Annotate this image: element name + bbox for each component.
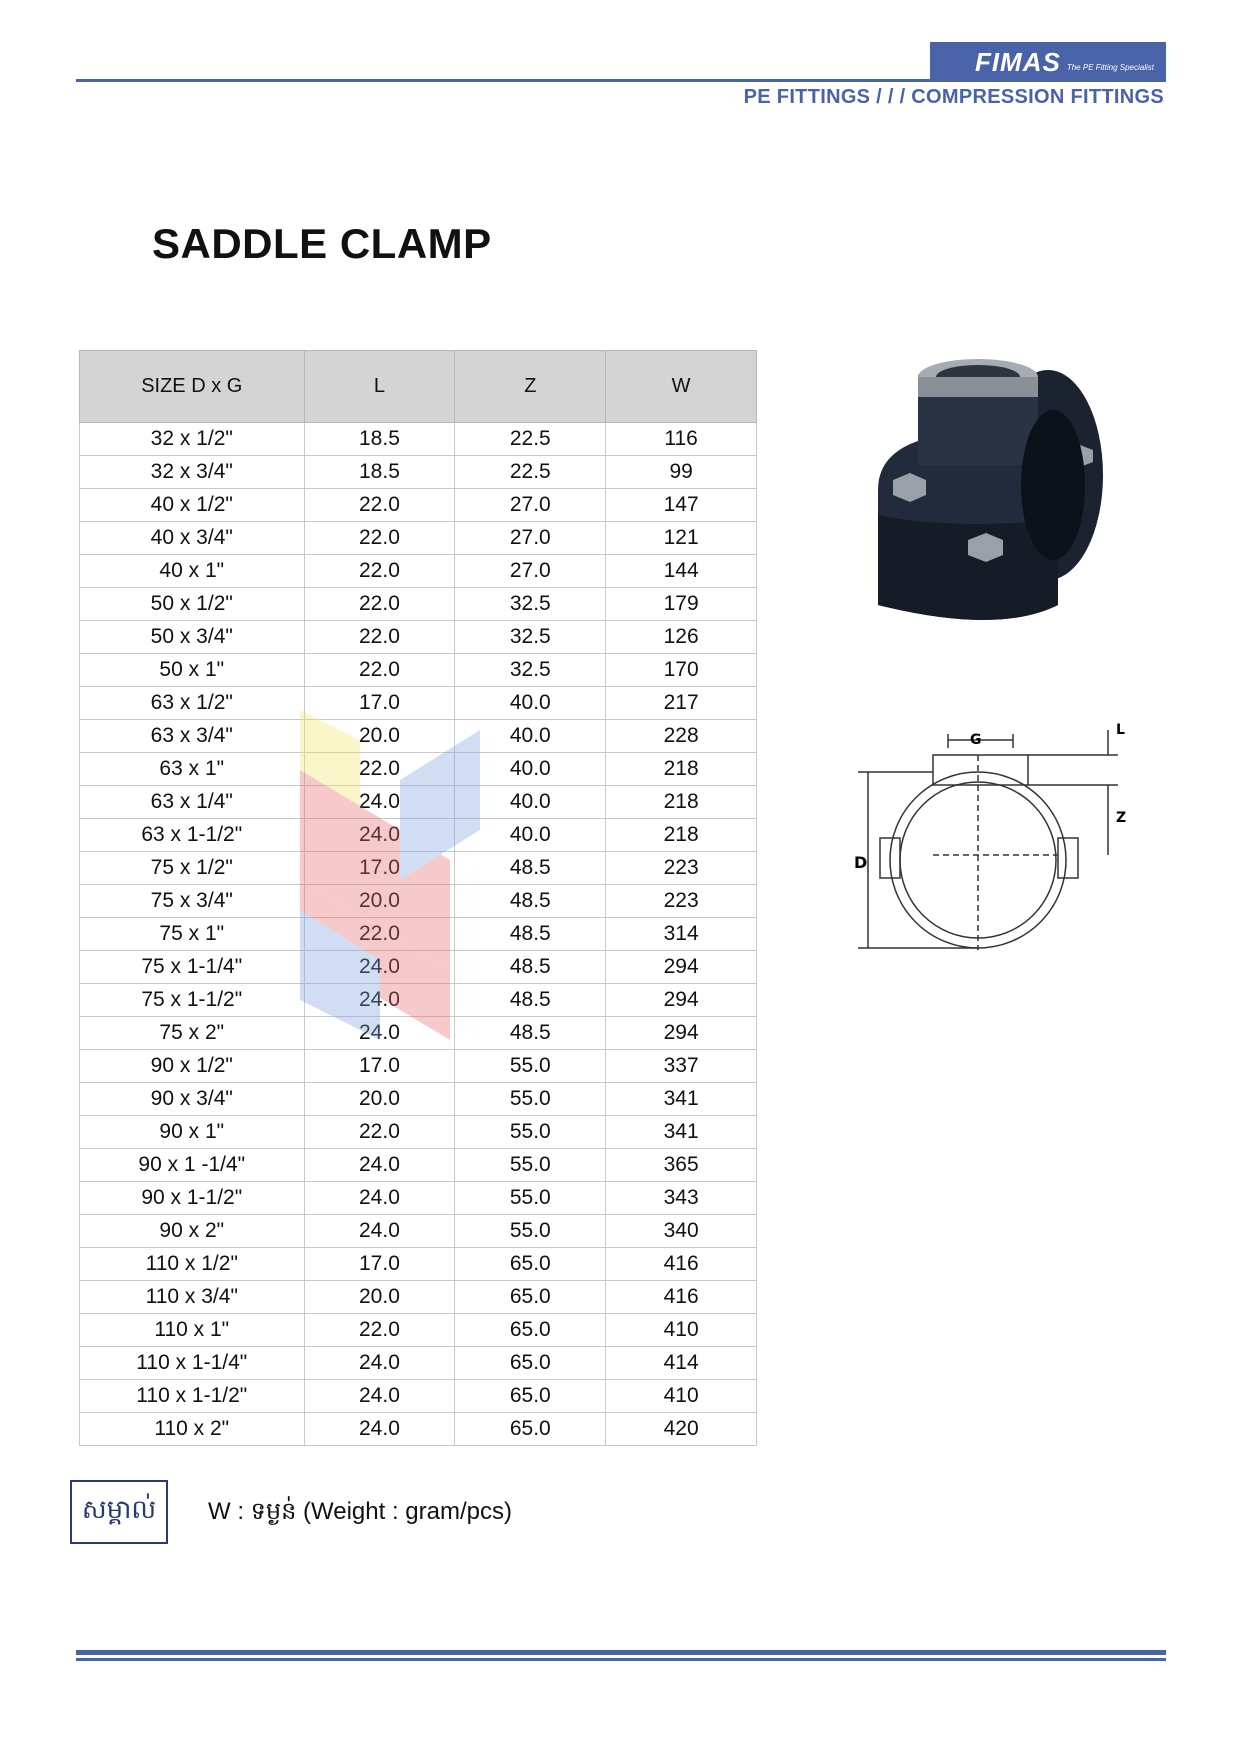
cell-z: 48.5 <box>455 984 606 1017</box>
cell-w: 99 <box>606 456 757 489</box>
cell-size: 110 x 3/4" <box>80 1281 305 1314</box>
cell-z: 22.5 <box>455 456 606 489</box>
table-row <box>80 1149 757 1182</box>
cell-l: 24.0 <box>304 1215 455 1248</box>
cell-l: 24.0 <box>304 1380 455 1413</box>
table-row <box>80 984 757 1017</box>
product-photo-icon <box>848 355 1118 645</box>
cell-z: 55.0 <box>455 1050 606 1083</box>
table-row <box>80 786 757 819</box>
table-row <box>80 456 757 489</box>
table-row <box>80 1248 757 1281</box>
cell-z: 65.0 <box>455 1314 606 1347</box>
cell-w: 341 <box>606 1083 757 1116</box>
cell-size: 75 x 3/4" <box>80 885 305 918</box>
cell-size: 32 x 1/2" <box>80 423 305 456</box>
cell-w: 340 <box>606 1215 757 1248</box>
cell-w: 365 <box>606 1149 757 1182</box>
cell-z: 27.0 <box>455 555 606 588</box>
cell-size: 40 x 3/4" <box>80 522 305 555</box>
table-row <box>80 1215 757 1248</box>
cell-z: 55.0 <box>455 1116 606 1149</box>
cell-z: 65.0 <box>455 1248 606 1281</box>
cell-size: 63 x 1-1/2" <box>80 819 305 852</box>
cell-l: 22.0 <box>304 1116 455 1149</box>
footer-rule <box>76 1650 1166 1655</box>
cell-l: 22.0 <box>304 522 455 555</box>
cell-size: 110 x 1/2" <box>80 1248 305 1281</box>
table-row <box>80 885 757 918</box>
cell-l: 18.5 <box>304 456 455 489</box>
cell-w: 217 <box>606 687 757 720</box>
cell-w: 341 <box>606 1116 757 1149</box>
dimension-diagram <box>848 720 1148 970</box>
cell-size: 90 x 1-1/2" <box>80 1182 305 1215</box>
cell-l: 22.0 <box>304 753 455 786</box>
cell-w: 223 <box>606 852 757 885</box>
table-row <box>80 753 757 786</box>
cell-z: 40.0 <box>455 720 606 753</box>
table-header-row <box>80 351 757 423</box>
cell-l: 17.0 <box>304 852 455 885</box>
cell-l: 24.0 <box>304 951 455 984</box>
cell-l: 20.0 <box>304 885 455 918</box>
cell-l: 22.0 <box>304 489 455 522</box>
diagram-label-g: G <box>970 732 982 748</box>
cell-l: 22.0 <box>304 1314 455 1347</box>
cell-size: 50 x 3/4" <box>80 621 305 654</box>
spec-table <box>79 350 757 1446</box>
cell-size: 75 x 2" <box>80 1017 305 1050</box>
table-row <box>80 1413 757 1446</box>
table-row <box>80 621 757 654</box>
cell-w: 294 <box>606 1017 757 1050</box>
cell-z: 55.0 <box>455 1149 606 1182</box>
footer-rule-thin <box>76 1658 1166 1661</box>
cell-size: 50 x 1/2" <box>80 588 305 621</box>
diagram-label-d: D <box>854 853 868 872</box>
cell-size: 110 x 2" <box>80 1413 305 1446</box>
cell-w: 337 <box>606 1050 757 1083</box>
cell-w: 416 <box>606 1248 757 1281</box>
table-row <box>80 852 757 885</box>
cell-z: 27.0 <box>455 489 606 522</box>
cell-w: 121 <box>606 522 757 555</box>
table-body <box>80 423 757 1446</box>
cell-w: 420 <box>606 1413 757 1446</box>
cell-size: 75 x 1/2" <box>80 852 305 885</box>
cell-l: 24.0 <box>304 1017 455 1050</box>
cell-z: 48.5 <box>455 918 606 951</box>
table-row <box>80 1281 757 1314</box>
cell-w: 410 <box>606 1314 757 1347</box>
cell-z: 32.5 <box>455 654 606 687</box>
cell-w: 294 <box>606 951 757 984</box>
cell-size: 50 x 1" <box>80 654 305 687</box>
cell-size: 110 x 1-1/4" <box>80 1347 305 1380</box>
cell-l: 24.0 <box>304 984 455 1017</box>
cell-size: 90 x 1" <box>80 1116 305 1149</box>
cell-l: 22.0 <box>304 621 455 654</box>
cell-l: 24.0 <box>304 786 455 819</box>
cell-w: 144 <box>606 555 757 588</box>
logo-name: FIMAS <box>974 46 1061 77</box>
cell-z: 22.5 <box>455 423 606 456</box>
table-row <box>80 588 757 621</box>
cell-l: 17.0 <box>304 1050 455 1083</box>
cell-w: 179 <box>606 588 757 621</box>
cell-size: 40 x 1" <box>80 555 305 588</box>
cell-w: 223 <box>606 885 757 918</box>
table-row <box>80 654 757 687</box>
cell-z: 55.0 <box>455 1182 606 1215</box>
table-row <box>80 1380 757 1413</box>
cell-w: 170 <box>606 654 757 687</box>
cell-z: 40.0 <box>455 753 606 786</box>
cell-l: 22.0 <box>304 654 455 687</box>
cell-size: 90 x 1 -1/4" <box>80 1149 305 1182</box>
header-size: SIZE D x G <box>80 351 305 423</box>
cell-l: 22.0 <box>304 555 455 588</box>
cell-w: 116 <box>606 423 757 456</box>
table-row <box>80 1116 757 1149</box>
cell-z: 40.0 <box>455 786 606 819</box>
cell-w: 218 <box>606 753 757 786</box>
cell-size: 110 x 1-1/2" <box>80 1380 305 1413</box>
cell-size: 63 x 3/4" <box>80 720 305 753</box>
cell-size: 63 x 1" <box>80 753 305 786</box>
header-z: Z <box>455 351 606 423</box>
cell-w: 228 <box>606 720 757 753</box>
cell-w: 218 <box>606 819 757 852</box>
cell-z: 65.0 <box>455 1413 606 1446</box>
header-l: L <box>304 351 455 423</box>
table-row <box>80 522 757 555</box>
cell-size: 63 x 1/4" <box>80 786 305 819</box>
cell-w: 410 <box>606 1380 757 1413</box>
table-row <box>80 1083 757 1116</box>
cell-size: 90 x 3/4" <box>80 1083 305 1116</box>
table-row <box>80 918 757 951</box>
cell-z: 65.0 <box>455 1347 606 1380</box>
brand-logo <box>930 42 1166 82</box>
table-row <box>80 1050 757 1083</box>
cell-l: 24.0 <box>304 1182 455 1215</box>
diagram-label-l: L <box>1116 722 1125 738</box>
diagram-label-z: Z <box>1116 810 1127 826</box>
cell-w: 343 <box>606 1182 757 1215</box>
cell-size: 75 x 1-1/4" <box>80 951 305 984</box>
cell-z: 48.5 <box>455 1017 606 1050</box>
cell-l: 24.0 <box>304 1149 455 1182</box>
table-row <box>80 1017 757 1050</box>
cell-w: 294 <box>606 984 757 1017</box>
cell-size: 40 x 1/2" <box>80 489 305 522</box>
page-title: SADDLE CLAMP <box>152 220 492 267</box>
cell-l: 17.0 <box>304 1248 455 1281</box>
cell-z: 48.5 <box>455 885 606 918</box>
table-row <box>80 819 757 852</box>
cell-w: 414 <box>606 1347 757 1380</box>
cell-z: 55.0 <box>455 1215 606 1248</box>
cell-z: 32.5 <box>455 588 606 621</box>
cell-z: 55.0 <box>455 1083 606 1116</box>
table-row <box>80 489 757 522</box>
cell-l: 22.0 <box>304 918 455 951</box>
cell-l: 24.0 <box>304 819 455 852</box>
cell-l: 18.5 <box>304 423 455 456</box>
table-row <box>80 555 757 588</box>
cell-w: 416 <box>606 1281 757 1314</box>
cell-l: 20.0 <box>304 1281 455 1314</box>
header-w: W <box>606 351 757 423</box>
cell-w: 126 <box>606 621 757 654</box>
cell-w: 218 <box>606 786 757 819</box>
table-row <box>80 1182 757 1215</box>
table-row <box>80 687 757 720</box>
cell-size: 75 x 1" <box>80 918 305 951</box>
cell-size: 90 x 1/2" <box>80 1050 305 1083</box>
cell-z: 32.5 <box>455 621 606 654</box>
table-row <box>80 720 757 753</box>
table-row <box>80 1314 757 1347</box>
cell-z: 65.0 <box>455 1380 606 1413</box>
cell-l: 20.0 <box>304 1083 455 1116</box>
cell-z: 27.0 <box>455 522 606 555</box>
note-text: W : ទម្ងន់ (Weight : gram/pcs) <box>208 1498 512 1525</box>
category-heading: PE FITTINGS / / / COMPRESSION FITTINGS <box>743 86 1164 108</box>
table-row <box>80 1347 757 1380</box>
cell-z: 48.5 <box>455 951 606 984</box>
cell-z: 40.0 <box>455 819 606 852</box>
cell-l: 24.0 <box>304 1413 455 1446</box>
cell-size: 90 x 2" <box>80 1215 305 1248</box>
cell-size: 110 x 1" <box>80 1314 305 1347</box>
cell-l: 17.0 <box>304 687 455 720</box>
cell-l: 24.0 <box>304 1347 455 1380</box>
cell-z: 65.0 <box>455 1281 606 1314</box>
cell-size: 75 x 1-1/2" <box>80 984 305 1017</box>
cell-l: 20.0 <box>304 720 455 753</box>
table-row <box>80 423 757 456</box>
table-row <box>80 951 757 984</box>
cell-size: 32 x 3/4" <box>80 456 305 489</box>
logo-tagline: The PE Fitting Specialist <box>1066 62 1154 72</box>
cell-size: 63 x 1/2" <box>80 687 305 720</box>
note-label-box: សម្គាល់ <box>70 1480 168 1544</box>
cell-w: 147 <box>606 489 757 522</box>
cell-z: 40.0 <box>455 687 606 720</box>
cell-z: 48.5 <box>455 852 606 885</box>
cell-w: 314 <box>606 918 757 951</box>
cell-l: 22.0 <box>304 588 455 621</box>
